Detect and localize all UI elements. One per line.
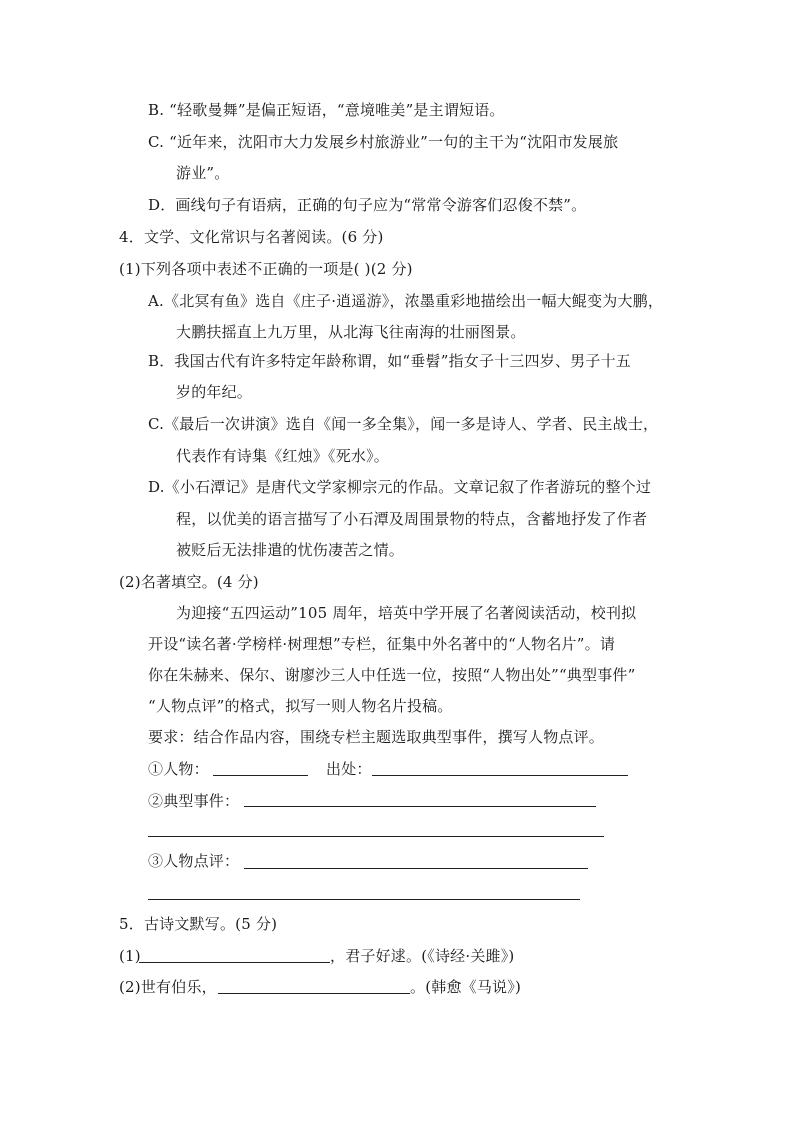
- person-field-label: ①人物：: [148, 760, 209, 778]
- q3-option-c-line2: 游业”。: [176, 164, 230, 182]
- event-field-label: ②典型事件：: [148, 792, 240, 810]
- q4-1-option-a-line2: 大鹏扶摇直上九万里，从北海飞往南海的壮丽图景。: [176, 323, 526, 341]
- q4-1-option-b-line1: B．我国古代有许多特定年龄称谓，如“垂髫”指女子十三四岁、男子十五: [148, 352, 631, 370]
- q5-1-suffix: ，君子好逑。(《诗经·关雎》): [330, 947, 515, 965]
- q5-2-suffix: 。(韩愈《马说》): [410, 978, 522, 996]
- person-answer-blank[interactable]: [213, 775, 308, 776]
- q4-2-paragraph-line4: “人物点评”的格式，拟写一则人物名片投稿。: [148, 697, 453, 715]
- q5-1-answer-blank[interactable]: [139, 962, 330, 963]
- q4-1-stem: (1)下列各项中表述不正确的一项是( )(2 分): [119, 260, 413, 278]
- q4-1-option-d-line1: D.《小石潭记》是唐代文学家柳宗元的作品。文章记叙了作者游玩的整个过: [148, 478, 652, 496]
- q5-2-prefix: (2)世有伯乐，: [119, 978, 217, 996]
- q4-2-stem: (2)名著填空。(4 分): [119, 573, 259, 591]
- q4-1-option-d-line3: 被贬后无法排遣的忧伤凄苦之情。: [176, 541, 405, 559]
- q4-1-option-c-line2: 代表作有诗集《红烛》《死水》。: [176, 447, 390, 465]
- q4-title: 4．文学、文化常识与名著阅读。(6 分): [119, 228, 384, 246]
- q3-option-b: B. “轻歌曼舞”是偏正短语，“意境唯美”是主谓短语。: [148, 101, 505, 119]
- comment-field-label: ③人物点评：: [148, 852, 240, 870]
- q4-1-option-a-line1: A.《北冥有鱼》选自《庄子·逍遥游》，浓墨重彩地描绘出一幅大鲲变为大鹏，: [148, 292, 664, 310]
- q4-2-paragraph-line1: 为迎接“五四运动”105 周年，培英中学开展了名著阅读活动，校刊拟: [176, 604, 637, 622]
- q4-2-paragraph-line3: 你在朱赫来、保尔、谢廖沙三人中任选一位，按照“人物出处”“典型事件”: [148, 666, 636, 684]
- q5-2-answer-blank[interactable]: [218, 993, 410, 994]
- q3-option-c-line1: C. “近年来，沈阳市大力发展乡村旅游业”一句的主干为“沈阳市发展旅: [148, 133, 619, 151]
- event-answer-blank-2[interactable]: [148, 836, 604, 837]
- source-answer-blank[interactable]: [372, 775, 628, 776]
- q4-2-requirement: 要求：结合作品内容，围绕专栏主题选取典型事件，撰写人物点评。: [148, 728, 605, 746]
- comment-answer-blank-2[interactable]: [148, 899, 580, 900]
- event-answer-blank-1[interactable]: [244, 806, 596, 807]
- source-field-label: 出处：: [326, 760, 372, 778]
- q4-1-option-d-line2: 程，以优美的语言描写了小石潭及周围景物的特点，含蓄地抒发了作者: [176, 510, 648, 528]
- comment-answer-blank-1[interactable]: [244, 868, 588, 869]
- q4-2-paragraph-line2: 开设“读名著·学榜样·树理想”专栏，征集中外名著中的“人物名片”。请: [148, 635, 616, 653]
- q3-option-d: D．画线句子有语病，正确的句子应为“常常令游客们忍俊不禁”。: [148, 196, 587, 214]
- q5-1-prefix: (1): [119, 947, 141, 965]
- q5-title: 5．古诗文默写。(5 分): [119, 915, 278, 933]
- q4-1-option-b-line2: 岁的年纪。: [176, 383, 253, 401]
- q4-1-option-c-line1: C.《最后一次讲演》选自《闻一多全集》，闻一多是诗人、学者、民主战士，: [148, 415, 659, 433]
